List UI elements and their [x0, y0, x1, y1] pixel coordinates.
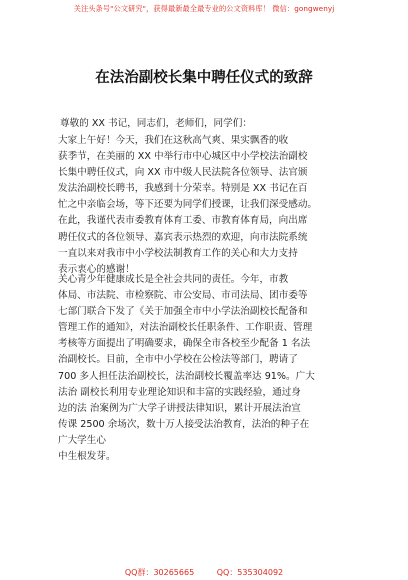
- footer-contact: [0, 567, 408, 578]
- text-line: 广大学生心: [58, 434, 106, 446]
- text-line: 七部门联合下发了《关于加强全市中小学法治副校长配备和: [58, 306, 308, 318]
- text-line: 中生根发芽。: [58, 451, 116, 463]
- text-line: 大家上午好！今天，我们在这秋高气爽、果实飘香的收: [58, 135, 289, 146]
- text-line: 边的法 治案例为广大学子讲授法律知识，累计开展法治宣: [58, 402, 301, 414]
- top-banner: 关注头条号"公文研究"，获得最新最全最专业的公文资料库！ 微信：gongwenyj: [73, 4, 335, 13]
- salutation: 尊敬的 XX 书记，同志们，老师们，同学们：: [60, 118, 252, 129]
- text-line: 考核等方面提出了明确要求，确保全市各校至少配备 1 名法: [58, 338, 311, 350]
- text-line: 治副校长。目前，全市中小学校在公检法等部门，聘请了: [58, 354, 298, 366]
- paragraph-1: [58, 133, 354, 278]
- text-line: 发法治副校长聘书，我感到十分荣幸。特别是 XX 书记在百: [58, 183, 308, 195]
- text-line: 在此，我谨代表市委教育体育工委、市教育体育局，向出席: [58, 215, 308, 227]
- text-line: 关心青少年健康成长是全社会共同的责任。今年，市教: [58, 274, 289, 285]
- text-line: 700 多人担任法治副校长，法治副校长覆盖率达 91%。广大: [58, 370, 315, 382]
- qq-group-text: QQ群：30265665: [124, 568, 195, 577]
- text-line: 聘任仪式的各位领导、嘉宾表示热烈的欢迎，向市法院系统: [58, 231, 308, 243]
- text-line: 获季节，在美丽的 XX 中举行市中心城区中小学校法治副校: [58, 151, 308, 163]
- text-line: 传课 2500 余场次，数十万人接受法治教育，法治的种子在: [58, 418, 310, 430]
- document-title: 在法治副校长集中聘任仪式的致辞: [95, 70, 313, 86]
- text-line: 长集中聘任仪式，向 XX 市中级人民法院各位领导、法官颁: [58, 167, 308, 179]
- text-line: 管理工作的通知》，对法治副校长任职条件、工作职责、管理: [58, 322, 313, 334]
- text-line: 一直以来对我市中小学校法制教育工作的关心和大力支持: [58, 247, 298, 259]
- qq-text: QQ：535304092: [216, 568, 284, 577]
- text-line: 体局、市法院、市检察院、市公安局、市司法局、团市委等: [58, 290, 308, 302]
- text-line: 忙之中亲临会场，等下还要为同学们授课，让我们深受感动。: [58, 199, 318, 211]
- paragraph-2: [58, 272, 354, 465]
- text-line: 表示衷心的感谢！: [58, 263, 135, 275]
- text-line: 法治 副校长利用专业理论知识和丰富的实践经验，通过身: [58, 386, 301, 398]
